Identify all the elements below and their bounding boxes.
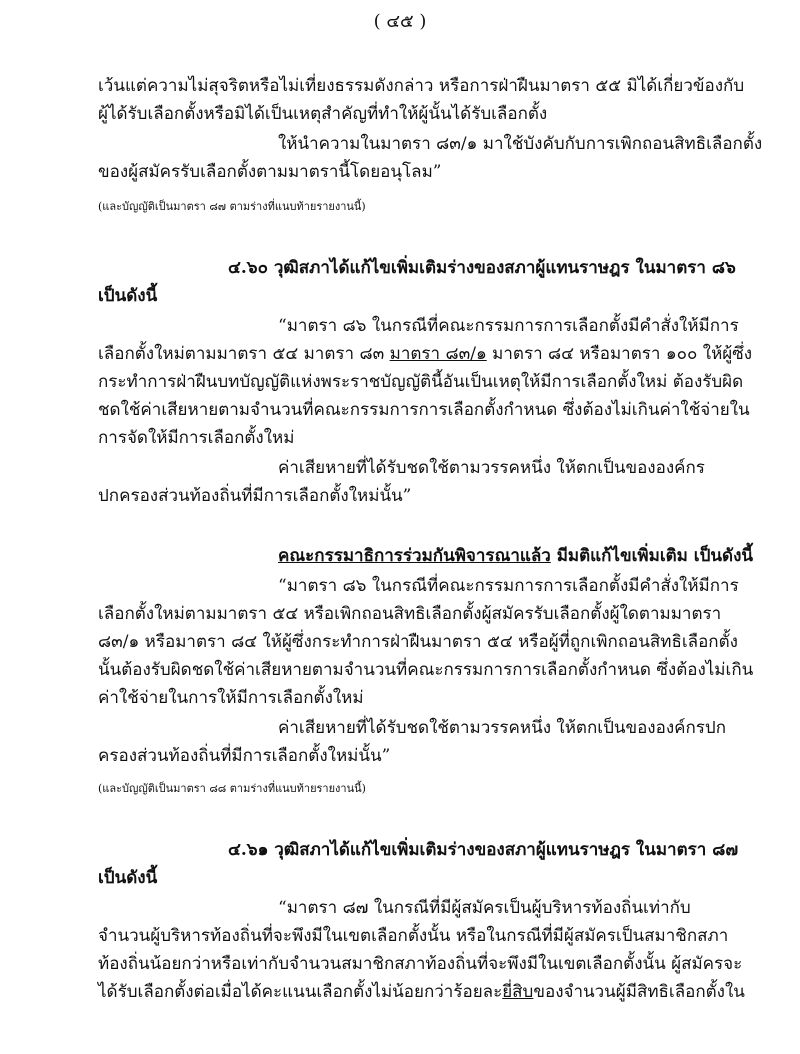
- quote-line: “มาตรา ๘๗ ในกรณีที่มีผู้สมัครเป็นผู้บริหารท้องถิ่นเท่ากับ: [278, 898, 691, 918]
- quote-line: ค่าใช้จ่ายในการให้มีการเลือกตั้งใหม่: [98, 688, 364, 708]
- quote-text: เลือกตั้งใหม่ตามมาตรา ๕๔ มาตรา ๘๓: [98, 344, 390, 364]
- body-line: ของผู้สมัครรับเลือกตั้งตามมาตรานี้โดยอนุโลม”: [98, 162, 442, 182]
- underlined-text: ยี่สิบ: [502, 982, 534, 1002]
- section-heading: ๔.๖๑ วุฒิสภาได้แก้ไขเพิ่มเติมร่างของสภาผู้แทนราษฎร ในมาตรา ๘๗: [228, 840, 739, 860]
- body-line: เว้นแต่ความไม่สุจริตหรือไม่เที่ยงธรรมดังกล่าว หรือการฝ่าฝืนมาตรา ๕๕ มิได้เกี่ยวข้องกับ: [98, 76, 745, 96]
- quote-text: ของจำนวนผู้มีสิทธิเลือกตั้งใน: [533, 982, 745, 1002]
- quote-line: ปกครองส่วนท้องถิ่นที่มีการเลือกตั้งใหม่นั้น”: [98, 486, 412, 506]
- quote-line: ชดใช้ค่าเสียหายตามจำนวนที่คณะกรรมการการเลือกตั้งกำหนด ซึ่งต้องไม่เกินค่าใช้จ่ายใน: [98, 400, 750, 420]
- quote-line: ค่าเสียหายที่ได้รับชดใช้ตามวรรคหนึ่ง ให้ตกเป็นขององค์กร: [278, 458, 705, 478]
- quote-line: ค่าเสียหายที่ได้รับชดใช้ตามวรรคหนึ่ง ให้ตกเป็นขององค์กรปก: [278, 718, 727, 738]
- committee-heading: [278, 544, 753, 568]
- quote-line: การจัดให้มีการเลือกตั้งใหม่: [98, 428, 295, 448]
- quote-line: ท้องถิ่นน้อยกว่าหรือเท่ากับจำนวนสมาชิกสภาท้องถิ่นที่จะพึงมีในเขตเลือกตั้งนั้น ผู้สมัครจะ: [98, 954, 743, 974]
- section-heading: ๔.๖๐ วุฒิสภาได้แก้ไขเพิ่มเติมร่างของสภาผู้แทนราษฎร ในมาตรา ๘๖: [228, 258, 736, 278]
- quote-line: [98, 980, 745, 1004]
- body-line: ผู้ได้รับเลือกตั้งหรือมิได้เป็นเหตุสำคัญที่ทำให้ผู้นั้นได้รับเลือกตั้ง: [98, 104, 548, 124]
- section-heading-cont: เป็นดังนี้: [98, 286, 158, 306]
- footnote: (และบัญญัติเป็นมาตรา ๘๗ ตามร่างที่แนบท้ายรายงานนี้): [98, 200, 366, 213]
- quote-line: “มาตรา ๘๖ ในกรณีที่คณะกรรมการการเลือกตั้งมีคำสั่งให้มีการ: [278, 576, 739, 596]
- quote-line: ครองส่วนท้องถิ่นที่มีการเลือกตั้งใหม่นั้น”: [98, 746, 391, 766]
- quote-text: ได้รับเลือกตั้งต่อเมื่อได้คะแนนเลือกตั้งไม่น้อยกว่าร้อยละ: [98, 982, 503, 1002]
- quote-line: [98, 342, 752, 366]
- quote-line: กระทำการฝ่าฝืนบทบัญญัติแห่งพระราชบัญญัตินี้อันเป็นเหตุให้มีการเลือกตั้งใหม่ ต้องรับผิด: [98, 372, 744, 392]
- quote-line: จำนวนผู้บริหารท้องถิ่นที่จะพึงมีในเขตเลือกตั้งนั้น หรือในกรณีที่มีผู้สมัครเป็นสมาชิกสภา: [98, 926, 729, 946]
- page-number: ( ๔๕ ): [373, 11, 427, 32]
- section-heading-cont: เป็นดังนี้: [98, 868, 158, 888]
- quote-line: ๘๓/๑ หรือมาตรา ๘๔ ให้ผู้ซึ่งกระทำการฝ่าฝืนมาตรา ๕๔ หรือผู้ที่ถูกเพิกถอนสิทธิเลือกตั้ง: [98, 632, 738, 652]
- quote-line: เลือกตั้งใหม่ตามมาตรา ๕๔ หรือเพิกถอนสิทธิเลือกตั้งผู้สมัครรับเลือกตั้งผู้ใดตามมาตรา: [98, 604, 722, 624]
- committee-heading-text: มีมติแก้ไขเพิ่มเติม เป็นดังนี้: [550, 546, 753, 566]
- committee-heading-underlined: คณะกรรมาธิการร่วมกันพิจารณาแล้ว: [278, 546, 551, 566]
- quote-text: มาตรา ๘๔ หรือมาตรา ๑๐๐ ให้ผู้ซึ่ง: [486, 344, 753, 364]
- underlined-text: มาตรา ๘๓/๑: [389, 344, 487, 364]
- footnote: (และบัญญัติเป็นมาตรา ๘๘ ตามร่างที่แนบท้ายรายงานนี้): [98, 782, 366, 795]
- body-line: ให้นำความในมาตรา ๘๓/๑ มาใช้บังคับกับการเพิกถอนสิทธิเลือกตั้ง: [278, 134, 763, 154]
- quote-line: นั้นต้องรับผิดชดใช้ค่าเสียหายตามจำนวนที่คณะกรรมการการเลือกตั้งกำหนด ซึ่งต้องไม่เกิน: [98, 660, 754, 680]
- quote-line: “มาตรา ๘๖ ในกรณีที่คณะกรรมการการเลือกตั้งมีคำสั่งให้มีการ: [278, 316, 739, 336]
